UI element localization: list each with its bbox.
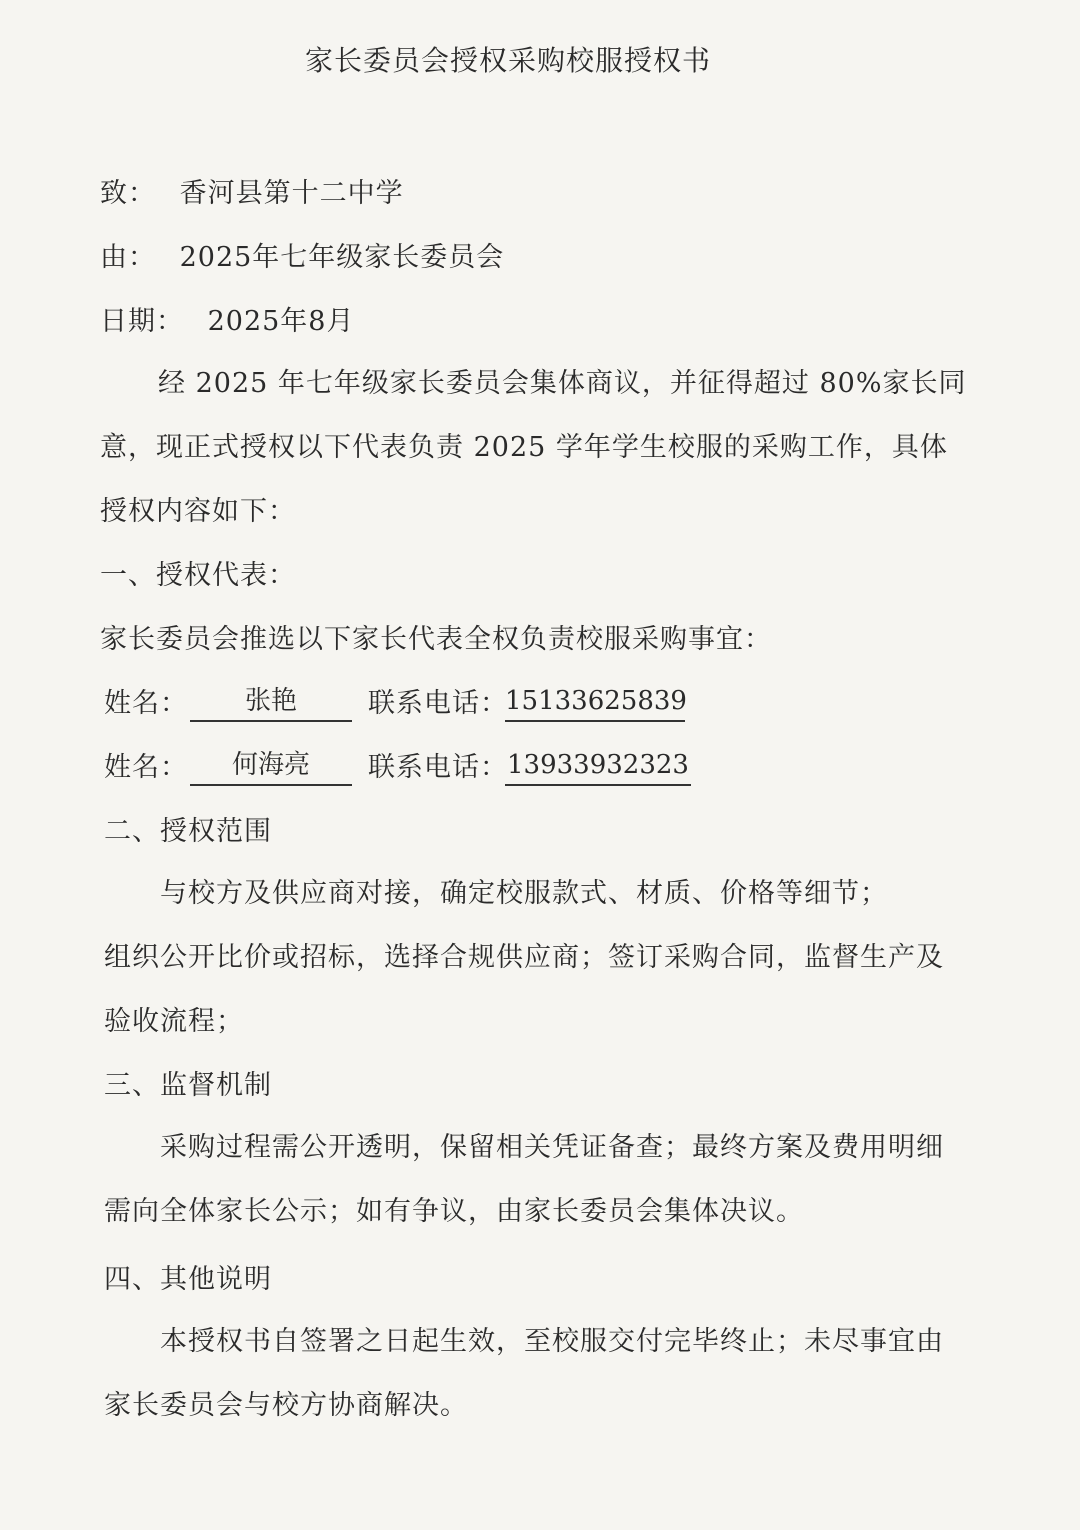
section2-line-2: 组织公开比价或招标，选择合规供应商；签订采购合同，监督生产及 (104, 942, 944, 973)
rep2-phone: 13933932323 (505, 752, 691, 786)
from-label: 由： (100, 242, 156, 273)
rep2-name: 何海亮 (190, 752, 352, 786)
section4-line-2: 家长委员会与校方协商解决。 (104, 1390, 468, 1421)
rep1-phone: 15133625839 (505, 688, 685, 722)
date-value: 2025年8月 (207, 306, 355, 337)
intro-line-3: 授权内容如下： (100, 496, 296, 527)
rep1-phone-label: 联系电话： (368, 688, 508, 719)
rep1-name: 张艳 (190, 688, 352, 722)
date-label: 日期： (100, 306, 184, 337)
section2-line-1: 与校方及供应商对接，确定校服款式、材质、价格等细节； (160, 878, 888, 909)
intro-line-2: 意，现正式授权以下代表负责 2025 学年学生校服的采购工作，具体 (100, 432, 948, 463)
section2-heading: 二、授权范围 (104, 816, 272, 847)
section3-line-2: 需向全体家长公示；如有争议，由家长委员会集体决议。 (104, 1196, 804, 1227)
section1-desc: 家长委员会推选以下家长代表全权负责校服采购事宜： (100, 624, 772, 655)
rep2-phone-label: 联系电话： (368, 752, 508, 783)
section3-line-1: 采购过程需公开透明，保留相关凭证备查；最终方案及费用明细 (160, 1132, 944, 1163)
from-line (100, 244, 504, 271)
section2-line-3: 验收流程； (104, 1006, 244, 1037)
section1-heading: 一、授权代表： (100, 560, 296, 591)
rep1-name-label: 姓名： (104, 688, 188, 719)
to-line (100, 180, 404, 207)
date-line (100, 308, 355, 335)
to-label: 致： (100, 178, 156, 209)
rep2-name-label: 姓名： (104, 752, 188, 783)
section4-heading: 四、其他说明 (104, 1264, 272, 1295)
to-value: 香河县第十二中学 (179, 178, 404, 209)
document-title: 家长委员会授权采购校服授权书 (304, 44, 711, 77)
intro-line-1: 经 2025 年七年级家长委员会集体商议，并征得超过 80%家长同 (158, 368, 967, 399)
section4-line-1: 本授权书自签署之日起生效，至校服交付完毕终止；未尽事宜由 (160, 1326, 944, 1357)
section3-heading: 三、监督机制 (104, 1070, 272, 1101)
from-value: 2025年七年级家长委员会 (179, 242, 505, 273)
